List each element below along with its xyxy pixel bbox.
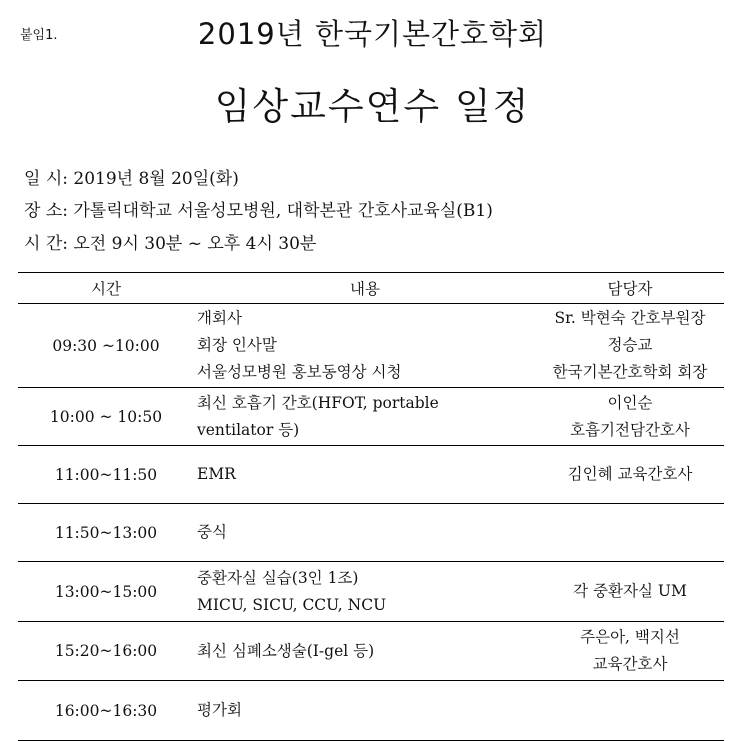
content-line: 회장 인사말	[197, 336, 277, 354]
table-header-row	[18, 273, 724, 304]
row-person	[536, 388, 724, 446]
info-place: 장 소: 가톨릭대학교 서울성모병원, 대학본관 간호사교육실(B1)	[24, 201, 493, 221]
row-content	[194, 446, 536, 504]
row-time: 15:20~16:00	[18, 622, 194, 681]
row-time: 13:00~15:00	[18, 562, 194, 622]
table-row	[18, 622, 724, 681]
content-line: 최신 심폐소생술(I-gel 등)	[197, 641, 375, 660]
row-time: 09:30 ~10:00	[18, 304, 194, 388]
person-line: 이인순	[607, 393, 653, 412]
row-content	[194, 562, 536, 622]
person-line: 각 중환자실 UM	[573, 582, 687, 600]
attachment-label: 붙임1.	[20, 28, 58, 43]
row-person	[536, 446, 724, 504]
content-line: 서울성모병원 홍보동영상 시청	[197, 363, 402, 381]
row-time: 10:00 ~ 10:50	[18, 388, 194, 446]
header-person: 담당자	[536, 273, 724, 304]
person-line: Sr. 박현숙 간호부원장	[554, 309, 706, 327]
content-line: 중환자실 실습(3인 1조)	[197, 568, 359, 587]
row-time: 16:00~16:30	[18, 681, 194, 741]
schedule-table	[18, 272, 724, 741]
content-line: 중식	[197, 523, 227, 541]
info-time: 시 간: 오전 9시 30분 ~ 오후 4시 30분	[24, 234, 317, 254]
content-line: 평가회	[197, 701, 242, 719]
person-line: 주은아, 백지선	[580, 628, 680, 646]
table-row	[18, 681, 724, 741]
person-line: 김인혜 교육간호사	[567, 465, 693, 483]
row-person	[536, 304, 724, 388]
content-line: 개회사	[197, 309, 242, 327]
header-content: 내용	[194, 273, 536, 304]
row-content	[194, 504, 536, 562]
row-person	[536, 504, 724, 562]
person-line: 한국기본간호학회 회장	[552, 363, 708, 381]
row-person	[536, 681, 724, 741]
person-line: 정승교	[607, 336, 653, 354]
row-content	[194, 388, 536, 446]
row-content	[194, 304, 536, 388]
document-title: 2019년 한국기본간호학회	[197, 17, 548, 51]
row-person	[536, 562, 724, 622]
content-line: MICU, SICU, CCU, NCU	[197, 595, 387, 614]
table-row	[18, 388, 724, 446]
content-line: EMR	[197, 465, 236, 483]
person-line: 호흡기전담간호사	[570, 420, 690, 439]
table-row	[18, 504, 724, 562]
row-person	[536, 622, 724, 681]
table-row	[18, 304, 724, 388]
header-time: 시간	[18, 273, 194, 304]
row-time: 11:50~13:00	[18, 504, 194, 562]
info-date: 일 시: 2019년 8월 20일(화)	[24, 169, 239, 189]
row-time: 11:00~11:50	[18, 446, 194, 504]
person-line: 교육간호사	[592, 655, 668, 673]
row-content	[194, 681, 536, 741]
table-row	[18, 562, 724, 622]
document-subtitle: 임상교수연수 일정	[214, 85, 531, 128]
row-content	[194, 622, 536, 681]
table-row	[18, 446, 724, 504]
content-line: ventilator 등)	[197, 420, 300, 439]
content-line: 최신 호흡기 간호(HFOT, portable	[197, 393, 439, 412]
